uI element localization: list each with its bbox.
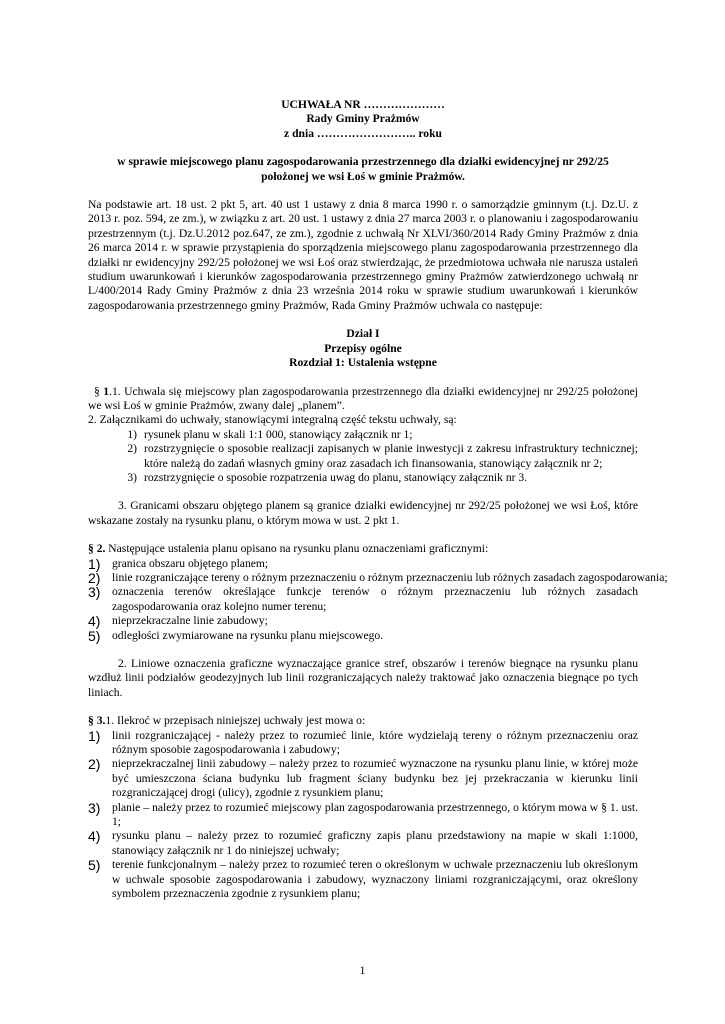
list-item: 4) nieprzekraczalne linie zabudowy;	[88, 613, 268, 630]
section-1-item-3: 3. Granicami obszaru objętego planem są granice działki ewidencyjnej nr 292/25 położonej we wsi Łoś, które wskazane zostały na rysunku planu, o którym mowa w ust. 2 pkt 1.	[88, 499, 638, 527]
document-page	[88, 98, 668, 902]
list-item: 5) odległości zwymiarowane na rysunku planu miejscowego.	[88, 627, 384, 644]
list-item: 1) rysunek planu w skali 1:1 000, stanowiący załącznik nr 1;	[127, 427, 413, 441]
list-item: 3) oznaczenia terenów określające funkcje terenów o różnym przeznaczeniu lub różnych zasadach zagospodarowania oraz kolejno numer terenu;	[88, 584, 638, 613]
list-item: 2) nieprzekraczalnej linii zabudowy – należy przez to rozumieć wyznaczone na rysunku planu linie, w której może być umieszczona ściana budynku lub fragment ściany budynku bez jej przekraczania w kierunku linii rozgraniczającej drogi (ulicy), zgodnie z rysunkiem planu;	[88, 756, 638, 800]
section-3-label: § 3.	[88, 714, 106, 728]
resolution-subject: w sprawie miejscowego planu zagospodarowania przestrzennego dla działki ewidencyjnej nr 292/25 położonej we wsi Łoś w gminie Prażmów.	[117, 155, 609, 183]
resolution-date: z dnia …………………….. roku	[284, 126, 442, 140]
council-name: Rady Gminy Prażmów	[306, 112, 420, 126]
section-3-intro: § 3.1. Ilekroć w przepisach niniejszej uchwały jest mowa o:	[88, 714, 366, 728]
section-1-intro	[88, 385, 638, 414]
section-2-intro: § 2. Następujące ustalenia planu opisano na rysunku planu oznaczeniami graficznymi:	[88, 542, 489, 556]
section-2-label: § 2.	[88, 542, 106, 556]
page-number: 1	[359, 964, 366, 977]
section-1-text: .1. Uchwala się miejscowy plan zagospodarowania przestrzennego dla działki ewidencyjnej nr 292/25 położonej we wsi Łoś w gminie Prażmów, zwany dalej „planem”.	[88, 384, 638, 412]
section-number: 1	[103, 384, 110, 398]
list-item: 5) terenie funkcjonalnym – należy przez to rozumieć teren o określonym w uchwale przeznaczeniu lub określonym w uchwale sposobie zagospodarowania i zabudowy, wyznaczony liniami rozgraniczającymi, oraz określony symbolem przeznaczenia zgodnie z rysunkiem planu;	[88, 857, 638, 901]
division-subtitle: Przepisy ogólne	[324, 341, 402, 355]
division-title: Dział I	[346, 327, 380, 341]
list-item: 2) rozstrzygnięcie o sposobie realizacji zapisanych w planie inwestycji z zakresu infrastruktury technicznej; które należą do zadań własnych gminy oraz zasadach ich finansowania, stanowiący załącznik nr 2;	[127, 442, 638, 470]
list-item: 4) rysunku planu – należy przez to rozumieć graficzny zapis planu przedstawiony na mapie w skali 1:1000, stanowiący załącznik nr 1 do niniejszej uchwały;	[88, 828, 638, 857]
list-item: 3) planie – należy przez to rozumieć miejscowy plan zagospodarowania przestrzennego, o którym mowa w § 1. ust. 1;	[88, 799, 638, 829]
list-item: 1) granica obszaru objętego planem;	[88, 555, 269, 572]
section-1-attachments-list	[88, 428, 638, 486]
list-item: 1) linii rozgraniczającej - należy przez to rozumieć linie, które wydzielają tereny o różnym przeznaczeniu oraz różnym sposobie zagospodarowania i zabudowy;	[88, 727, 638, 757]
section-sign: §	[94, 384, 100, 398]
preamble: Na podstawie art. 18 ust. 2 pkt 5, art. 40 ust 1 ustawy z dnia 8 marca 1990 r. o samorządzie gminnym (t.j. Dz.U. z 2013 r. poz. 594, ze zm.), w związku z art. 20 ust. 1 ustawy z dnia 27 marca 2003 r. o planowaniu i zagospodarowaniu przestrzennym (t.j. Dz.U.2012 poz.647, ze zm.), zgodnie z uchwałą Nr XLVI/360/2014 Rady Gminy Prażmów z dnia 26 marca 2014 r. w sprawie przystąpienia do sporządzenia miejscowego planu zagospodarowania przestrzennego dla działki nr ewidencyjny 292/25 położonej we wsi Łoś oraz stwierdzając, że przedmiotowa uchwała nie narusza ustaleń studium uwarunkowań i kierunków zagospodarowania przestrzennego gminy Prażmów zatwierdzonego uchwałą nr L/400/2014 Rady Gminy Prażmów z dnia 23 września 2014 roku w sprawie studium uwarunkowań i kierunków zagospodarowania przestrzennego gminy Prażmów, Rada Gminy Prażmów uchwala co następuje:	[88, 198, 638, 312]
list-item: 2) linie rozgraniczające tereny o różnym przeznaczeniu o różnym przeznaczeniu lub różnych zasadach zagospodarowania;	[88, 569, 668, 586]
chapter-title: Rozdział 1: Ustalenia wstępne	[289, 356, 437, 370]
section-2-list	[88, 555, 668, 644]
list-item: 3) rozstrzygnięcie o sposobie rozpatrzenia uwag do planu, stanowiący załącznik nr 3.	[127, 470, 528, 484]
resolution-number: UCHWAŁA NR …………………	[281, 98, 445, 111]
section-3-definitions-list	[88, 729, 638, 902]
document-title	[88, 98, 638, 141]
division-heading	[88, 327, 638, 370]
section-2-item-2: 2. Liniowe oznaczenia graficzne wyznaczające granice stref, obszarów i terenów biegnące na rysunku planu wzdłuż linii podziałów geodezyjnych lub linii rozgraniczających należy traktować jako oznaczenia biegnące po tych liniach.	[88, 657, 638, 699]
section-1-item-2: 2. Załącznikami do uchwały, stanowiącymi integralną część tekstu uchwały, są:	[88, 413, 457, 427]
